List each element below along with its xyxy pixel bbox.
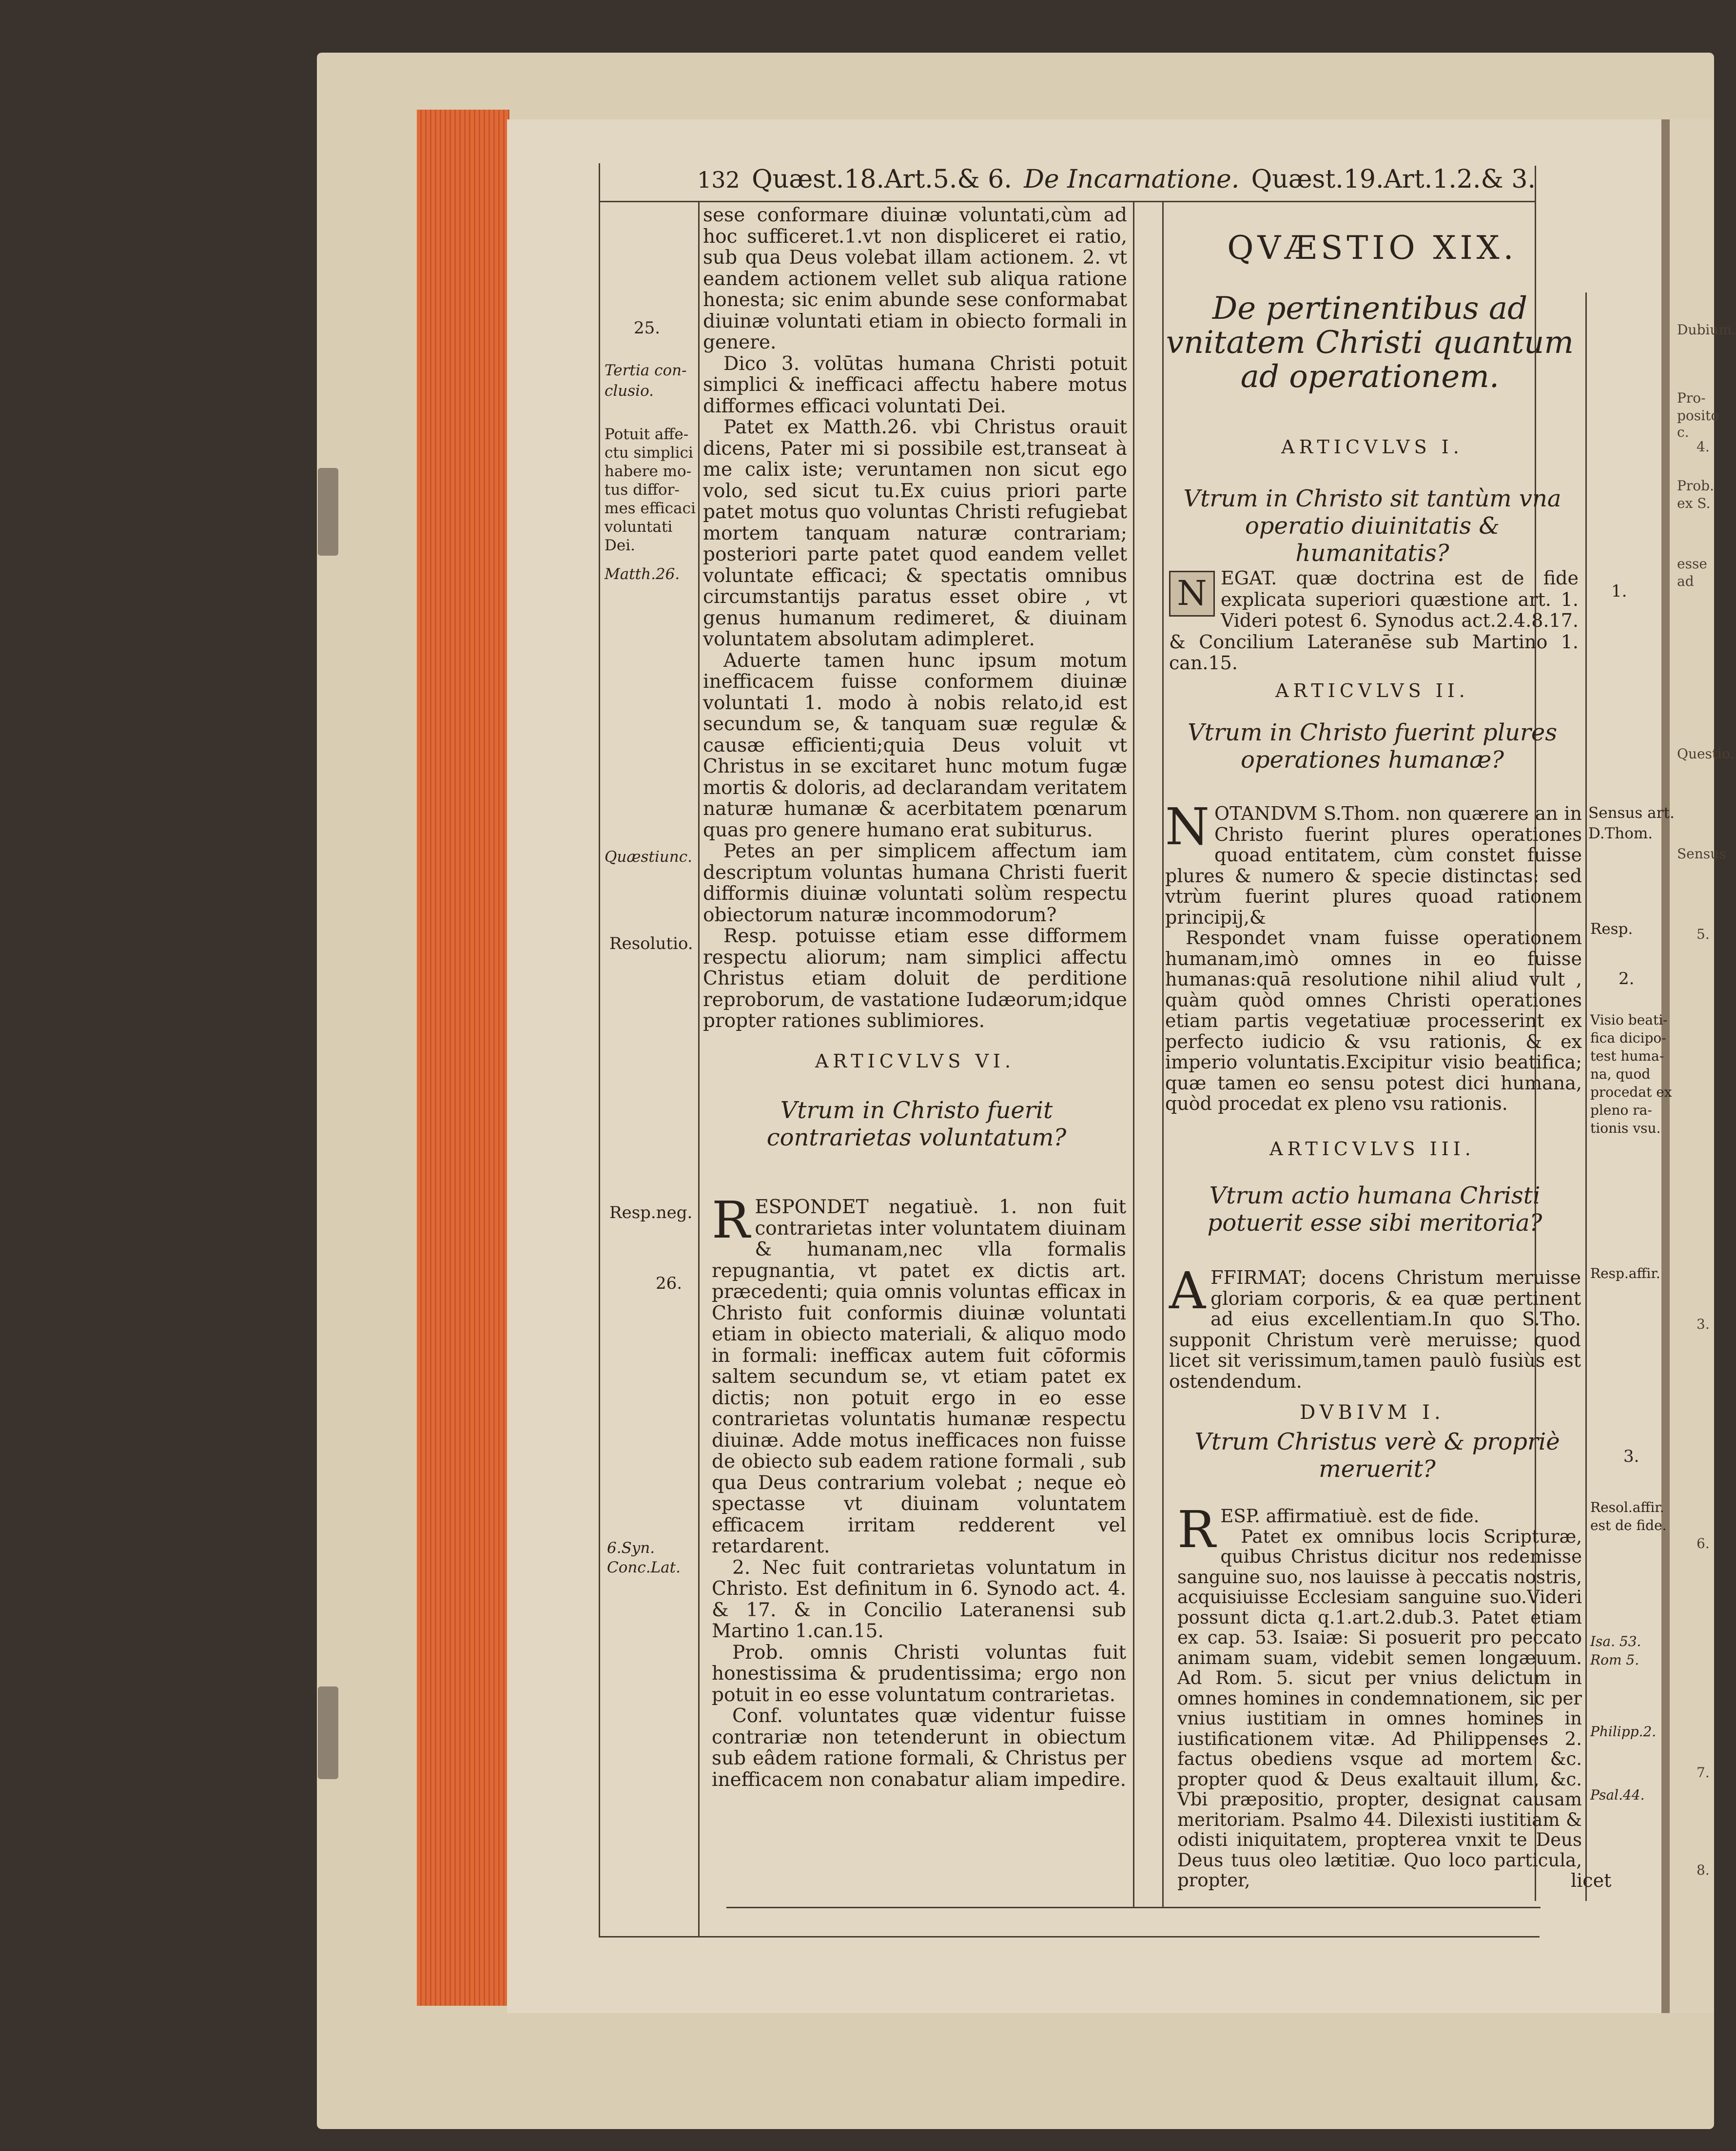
margin-note: fica dicipo- bbox=[1590, 1030, 1666, 1046]
paragraph: Conf. voluntates quæ videntur fuisse contrariæ non tetenderunt in obiectum sub eâdem ratione formali, & Christus per inefficacem non conabatur aliam impedire. bbox=[712, 1705, 1126, 1791]
paragraph-text: EGAT. quæ doctrina est de fide explicata superiori quæstione art. 1. Videri potest 6. Synodus act.2.4.8.17. & Concilium Lateranēse sub Martino 1. can.15. bbox=[1169, 567, 1579, 674]
margin-note: clusio. bbox=[605, 382, 654, 400]
article-question: Vtrum in Christo fuerint plures operationes humanæ? bbox=[1188, 719, 1557, 774]
page-edges bbox=[417, 110, 509, 2006]
margin-note: Resp. bbox=[1590, 920, 1633, 938]
margin-note: ctu simplici bbox=[605, 444, 693, 462]
margin-note: 26. bbox=[656, 1274, 683, 1293]
paragraph: Prob. omnis Christi voluntas fuit honestissima & prudentissima; ergo non potuit in eo esse voluntatum contrarietas. bbox=[712, 1641, 1126, 1706]
facing-page-fragment: Sensus bbox=[1677, 846, 1726, 862]
article-label: ARTICVLVS I. bbox=[1281, 436, 1463, 458]
margin-note: tionis vsu. bbox=[1590, 1120, 1661, 1136]
paragraph: Resp. potuisse etiam esse difformem respectu aliorum; nam simplici affectu Christus etiam doluit de perditione reproborum, de vastatione Iudæorum;idque propter rationes sublimiores. bbox=[703, 925, 1127, 1032]
margin-note: na, quod bbox=[1590, 1066, 1651, 1082]
facing-page-fragment: 4. bbox=[1697, 439, 1710, 455]
dubium-body bbox=[1177, 1500, 1582, 1891]
facing-page-fragment: Prob. bbox=[1677, 478, 1714, 494]
catchword: licet bbox=[1571, 1870, 1612, 1891]
outer-rule-left bbox=[599, 163, 600, 1938]
margin-note: Quæstiunc. bbox=[605, 848, 692, 866]
margin-note: pleno ra- bbox=[1590, 1102, 1652, 1118]
margin-note: mes efficaci bbox=[605, 500, 696, 517]
margin-note: tus diffor- bbox=[605, 481, 680, 499]
margin-note: test huma- bbox=[1590, 1048, 1664, 1064]
column-rule-a bbox=[1133, 201, 1134, 1907]
margin-note: Matth.26. bbox=[605, 565, 680, 583]
header-rule bbox=[599, 201, 1535, 202]
drop-initial: R bbox=[712, 1190, 750, 1250]
paragraph: Patet ex omnibus locis Scripturæ, quibus Christus dicitur nos redemisse sanguine suo, nos lauisse à peccatis nostris, acquisiuisse Ecclesiam sanguine suo.Videri possunt dicta q.1.art.2.dub.3. Patet etiam ex cap. 53. Isaiæ: Si posuerit pro peccato animam suam, videbit semen longæuum. Ad Rom. 5. sicut per vnius delictum in omnes homines in condemnationem, sic per vnius iustitiam in omnes homines in iustificationem vitæ. Ad Philippenses 2. factus obediens vsque ad mortem &c. propter quod & Deus exaltauit illum, &c. Vbi præpositio, propter, designat causam meritoriam. Psalmo 44. Dilexisti iustitiam & odisti iniquitatem, propterea vnxit te Deus Deus tuus oleo lætitiæ. Quo loco particula, propter, bbox=[1177, 1526, 1582, 1891]
facing-page-fragment: 6. bbox=[1697, 1535, 1710, 1551]
right-running-head: Quæst.19.Art.1.2.& 3. bbox=[1251, 165, 1536, 194]
margin-note: 3. bbox=[1623, 1447, 1639, 1466]
margin-note: 6.Syn. bbox=[607, 1539, 655, 1557]
paragraph: Aduerte tamen hunc ipsum motum inefficacem fuisse conformem diuinæ voluntati 1. modo à nobis relato,id est secundum se, & tanquam suæ regulæ & causæ efficienti;quia Deus voluit vt Christus in se excitaret hunc motum fugæ mortis & doloris, ad declarandam veritatem naturæ humanæ & acerbitatem pœnarum quas pro genere humano erat subiturus. bbox=[703, 649, 1127, 841]
ornamental-initial: N bbox=[1169, 571, 1215, 617]
margin-note: Resp.neg. bbox=[609, 1203, 693, 1222]
margin-note: Dei. bbox=[605, 537, 635, 554]
paragraph-text: FFIRMAT; docens Christum meruisse gloriam corporis, & ea quæ pertinent ad eius excellentiam.In quo S.Tho. supponit Christum verè meruisse; quod licet sit verissimum,tamen paulò fusiùs est ostendendum. bbox=[1169, 1267, 1581, 1392]
margin-note: Resol.affir. bbox=[1590, 1499, 1664, 1515]
inner-rule-left bbox=[698, 201, 700, 1938]
dubium-label: DVBIVM I. bbox=[1300, 1401, 1445, 1424]
article1-body bbox=[1169, 568, 1579, 674]
facing-page-fragment: ex S. bbox=[1677, 495, 1711, 511]
margin-note: voluntati bbox=[605, 518, 673, 536]
paragraph bbox=[1169, 1261, 1581, 1392]
margin-note: Sensus art. bbox=[1588, 804, 1675, 822]
clasp-bottom bbox=[318, 1686, 338, 1779]
paragraph-text: ESP. affirmatiuè. est de fide. bbox=[1220, 1506, 1480, 1527]
facing-page-fragment: posito c. bbox=[1677, 407, 1719, 440]
margin-note: 2. bbox=[1619, 969, 1635, 988]
margin-note: Potuit affe- bbox=[605, 426, 689, 443]
center-running-head: De Incarnatione. bbox=[1024, 165, 1240, 194]
article-label: ARTICVLVS III. bbox=[1269, 1138, 1475, 1160]
margin-note: Rom 5. bbox=[1590, 1652, 1639, 1668]
paragraph bbox=[1177, 1500, 1582, 1559]
article-question: Vtrum actio humana Christi potuerit esse sibi meritoria? bbox=[1207, 1182, 1542, 1237]
margin-note: habere mo- bbox=[605, 463, 692, 480]
page-number: 132 bbox=[697, 167, 740, 193]
margin-note: Resp.affir. bbox=[1590, 1265, 1660, 1281]
left-running-head: Quæst.18.Art.5.& 6. bbox=[752, 165, 1012, 194]
quaestio-title: QVÆSTIO XIX. bbox=[1227, 229, 1518, 267]
bottom-rule bbox=[599, 1936, 1540, 1938]
facing-page-fragment: Pro- bbox=[1677, 390, 1706, 406]
paragraph bbox=[712, 1190, 1126, 1557]
paragraph-text: OTANDVM S.Thom. non quærere an in Christo fuerint plures operationes quoad entitatem, cùm constet fuisse plures & numero & specie distinctas: sed vtrùm fuerint plures quoad rationem principij,& bbox=[1165, 803, 1582, 928]
article2-body bbox=[1165, 797, 1582, 1114]
facing-page-fragment: Questio. bbox=[1677, 746, 1735, 762]
drop-initial: N bbox=[1165, 797, 1209, 856]
facing-page-fragment: 5. bbox=[1697, 926, 1710, 942]
paragraph: 2. Nec fuit contrarietas voluntatum in Christo. Est definitum in 6. Synodo act. 4. & 17. & in Concilio Lateranensi sub Martino 1.can.15. bbox=[712, 1556, 1126, 1642]
margin-note: Philipp.2. bbox=[1590, 1724, 1657, 1740]
drop-initial: A bbox=[1169, 1261, 1206, 1320]
facing-page-fragment: 8. bbox=[1697, 1862, 1710, 1878]
dubium-question: Vtrum Christus verè & propriè meruerit? bbox=[1194, 1428, 1560, 1483]
margin-note: Isa. 53. bbox=[1590, 1633, 1641, 1649]
margin-note: est de fide. bbox=[1590, 1517, 1667, 1533]
margin-note: Conc.Lat. bbox=[607, 1559, 681, 1576]
facing-page-fragment: 7. bbox=[1697, 1764, 1710, 1781]
article6-body bbox=[712, 1190, 1126, 1791]
column-rule-b bbox=[1162, 201, 1164, 1907]
facing-page-fragment: Dubium. bbox=[1677, 322, 1736, 338]
paragraph-text: ESPONDET negatiuè. 1. non fuit contrarietas inter voluntatem diuinam & humanam,nec vlla formalis repugnantia, vt patet ex dictis art. præcedenti; quia omnis voluntas efficax in Christo fuit conformis diuinæ voluntati etiam in obiecto materiali, & aliquo modo in formali: inefficax autem fuit cōformis saltem secundum se, vt etiam patet ex dictis; non potuit ergo in eo esse contrarietas voluntatis humanæ respectu diuinæ. Adde motus inefficaces non fuisse de obiecto sub eadem ratione formali , sub qua Deus contrarium volebat ; neque eò spectasse vt diuinam voluntatem efficacem irritam redderent vel retardarent. bbox=[712, 1196, 1126, 1557]
clasp-top bbox=[318, 468, 338, 556]
margin-note: Psal.44. bbox=[1590, 1787, 1645, 1803]
margin-note: Visio beati- bbox=[1590, 1012, 1668, 1028]
margin-note: Tertia con- bbox=[605, 362, 687, 379]
facing-page-fragment: esse bbox=[1677, 556, 1707, 572]
inner-rule-right bbox=[1585, 292, 1587, 1901]
drop-initial: R bbox=[1177, 1500, 1216, 1559]
margin-note: 1. bbox=[1611, 581, 1627, 601]
facing-page-fragment: 3. bbox=[1697, 1316, 1710, 1332]
paragraph: Dico 3. volūtas humana Christi potuit simplici & inefficaci affectu habere motus difformes efficaci voluntati Dei. bbox=[703, 352, 1127, 417]
article-question: Vtrum in Christo sit tantùm vna operatio diuinitatis & humanitatis? bbox=[1183, 485, 1561, 567]
margin-note: procedat ex bbox=[1590, 1084, 1672, 1100]
article-label: ARTICVLVS VI. bbox=[815, 1050, 1015, 1072]
article3-body bbox=[1169, 1261, 1581, 1392]
article-question: Vtrum in Christo fuerit contrarietas voluntatum? bbox=[766, 1097, 1067, 1151]
footer-rule bbox=[726, 1907, 1541, 1908]
paragraph: Patet ex Matth.26. vbi Christus orauit dicens, Pater mi si possibile est,transeat à me calix iste; veruntamen non sicut ego volo, sed sicut tu.Ex cuius priori parte patet motus quo voluntas Christi refugiebat mortem tanquam naturæ contrariam; posteriori parte patet quod eandem vellet voluntate efficaci; & spectatis omnibus circumstantijs paratus esset obire , vt genus humanum redimeret, & diuinam voluntatem absolutam adimpleret. bbox=[703, 416, 1127, 650]
running-header bbox=[697, 165, 1536, 200]
paragraph: Petes an per simplicem affectum iam descriptum voluntas humana Christi fuerit difformis diuinæ voluntati solùm respectu obiectorum naturæ incommodorum? bbox=[703, 840, 1127, 926]
paragraph bbox=[1165, 797, 1582, 928]
paragraph: Respondet vnam fuisse operationem humanam,imò omnes in eo fuisse humanas:quā resolutione nihil aliud vult , quàm quòd omnes Christi operationes etiam partis vegetatiuæ processerint ex perfecto iudicio & vsu rationis, & ex imperio voluntatis.Excipitur visio beatifica; quæ tamen eo sensu potest dici humana, quòd procedat ex pleno vsu rationis. bbox=[1165, 927, 1582, 1114]
paragraph bbox=[1169, 568, 1579, 674]
margin-note: 25. bbox=[634, 318, 661, 338]
facing-page-fragment: ad bbox=[1677, 573, 1694, 589]
paragraph: sese conformare diuinæ voluntati,cùm ad hoc sufficeret.1.vt non displiceret ei ratio, sub qua Deus volebat illam actionem. 2. vt eandem actionem vellet sub aliqua ratione honesta; sic enim abunde sese conformabat diuinæ voluntati etiam in obiecto formali in genere. bbox=[703, 204, 1127, 353]
left-text-column bbox=[703, 205, 1127, 1032]
margin-note: Resolutio. bbox=[609, 934, 693, 953]
article-label: ARTICVLVS II. bbox=[1275, 680, 1469, 701]
quaestio-subtitle: De pertinentibus ad vnitatem Christi quantum ad operationem. bbox=[1166, 291, 1574, 395]
margin-note: D.Thom. bbox=[1588, 825, 1653, 842]
